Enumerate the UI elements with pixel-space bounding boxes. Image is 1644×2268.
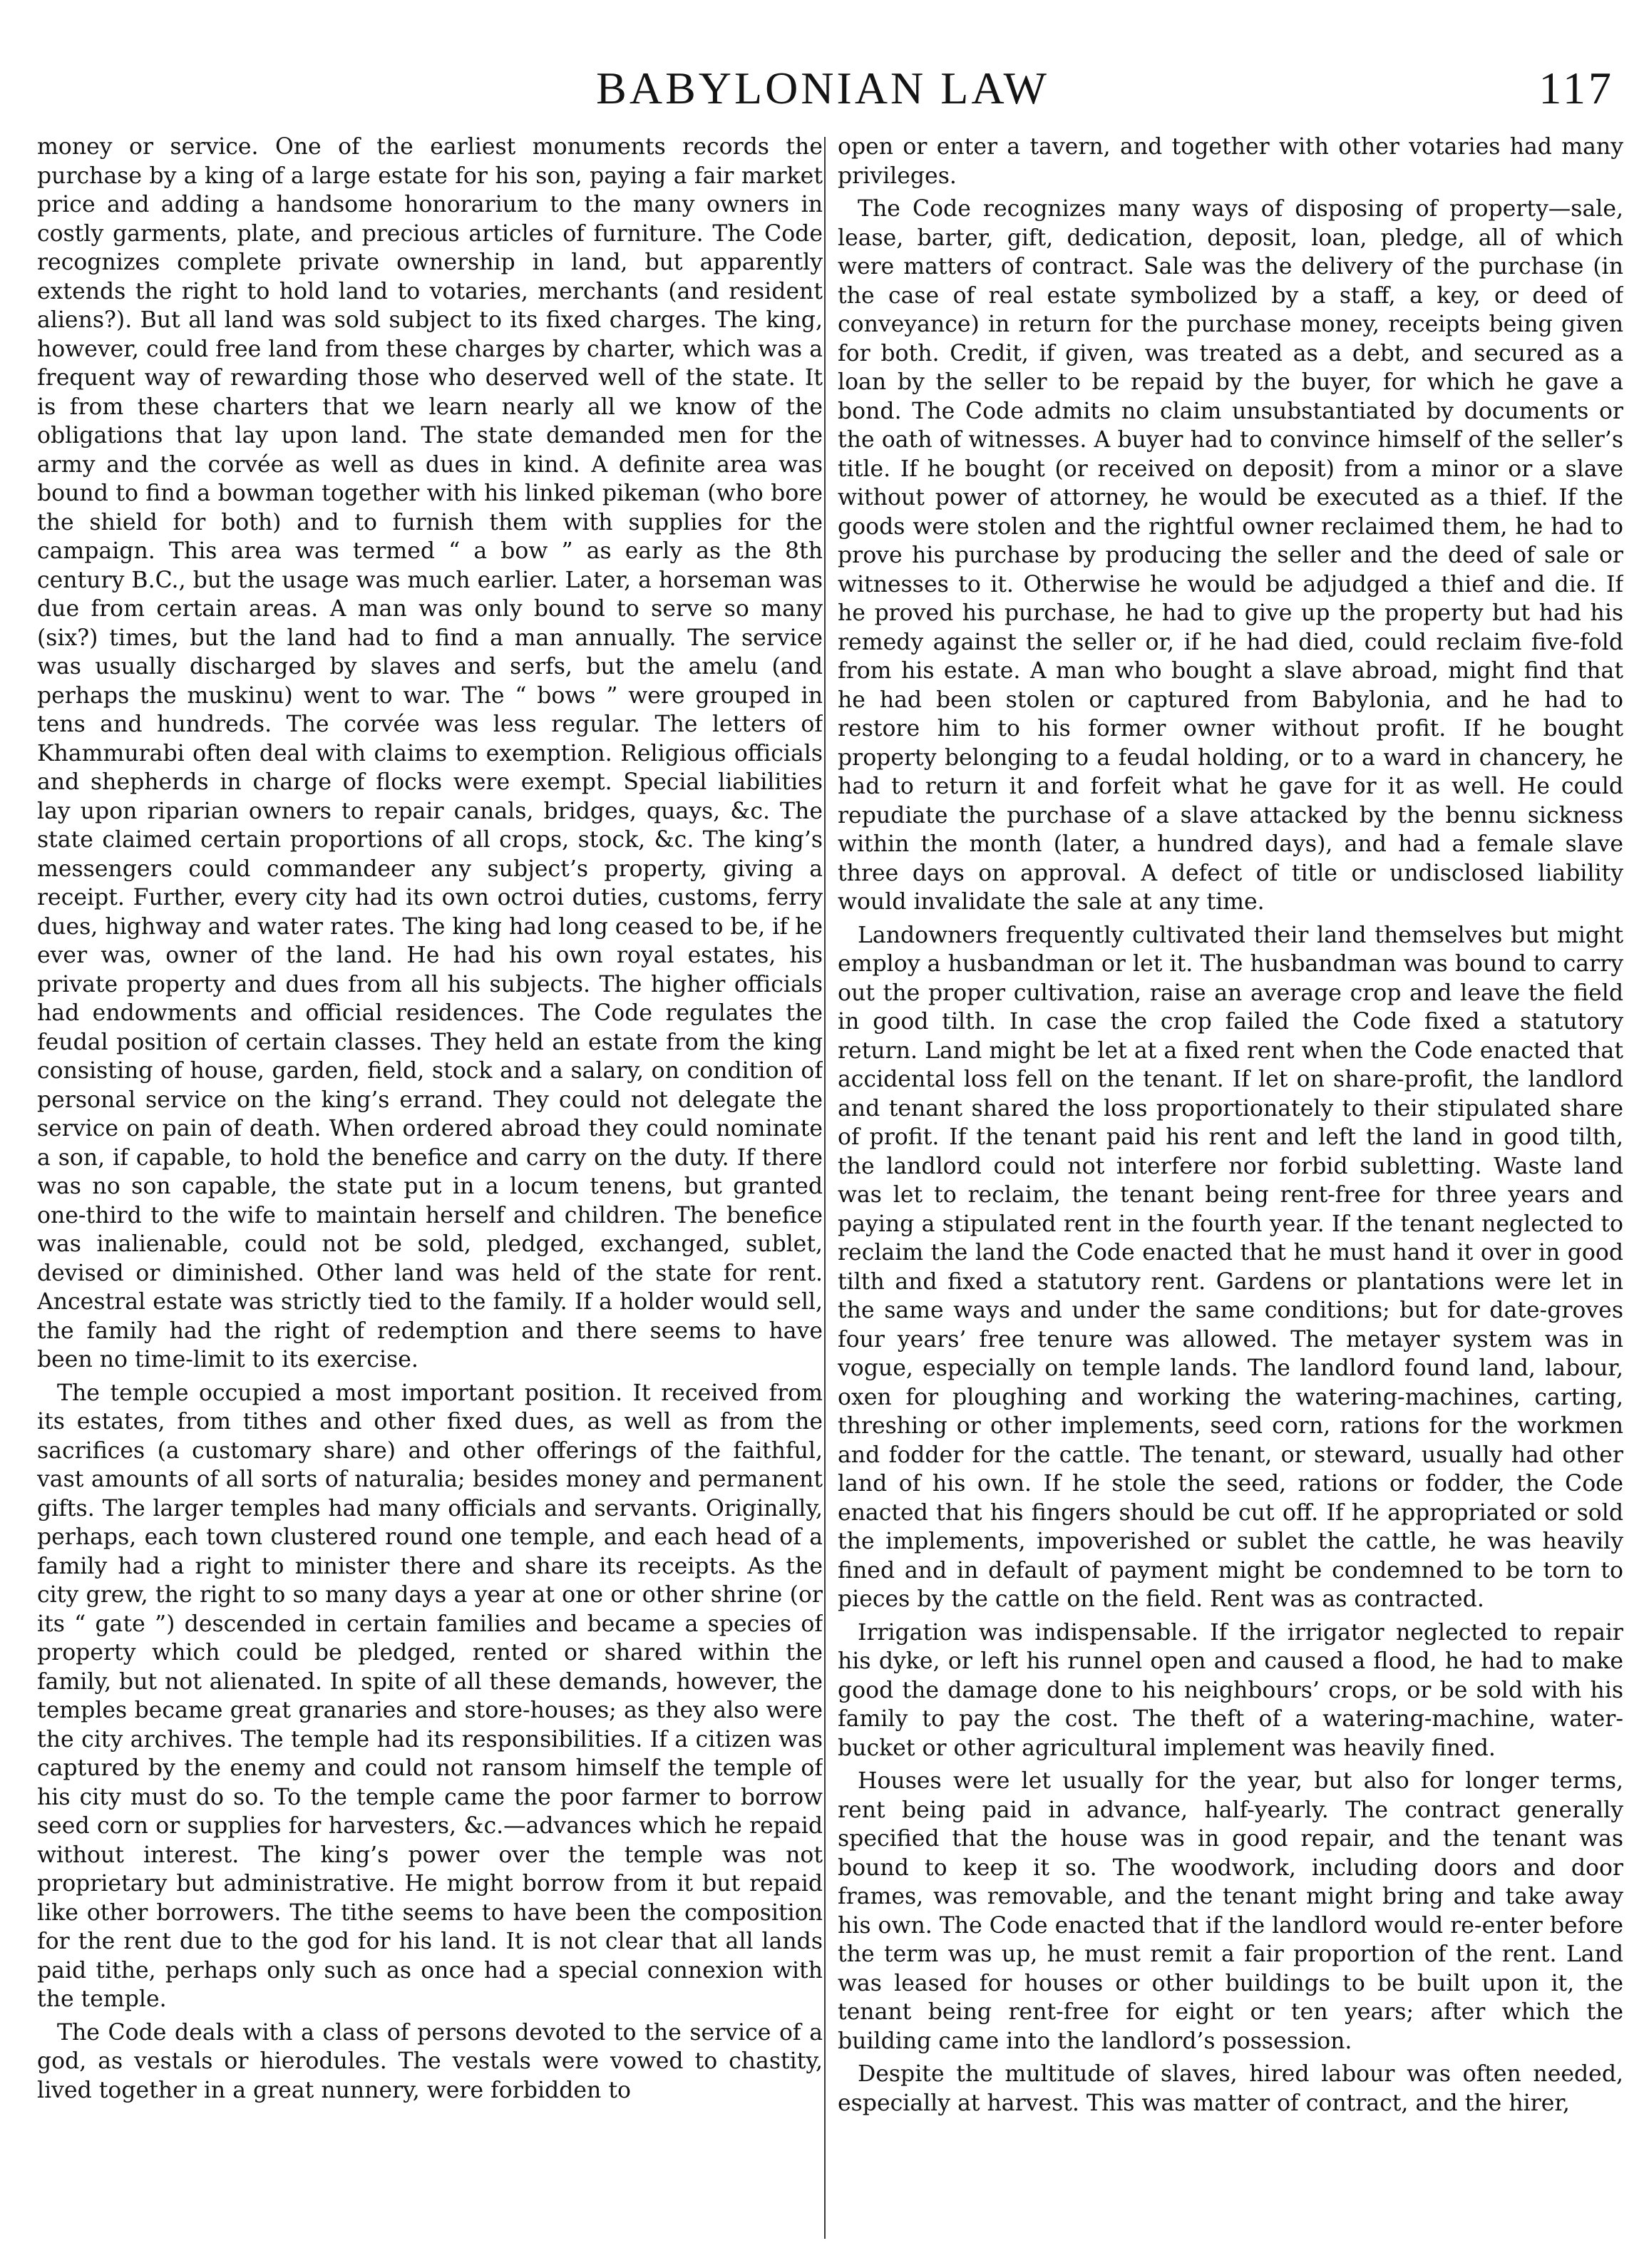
right-column	[838, 133, 1623, 2243]
page-title: BABYLONIAN LAW	[596, 63, 1049, 113]
page-number: 117	[1538, 63, 1614, 113]
paragraph: money or service. One of the earliest monuments records the purchase by a king of a large estate for his son, paying a fair market price and adding a handsome honorarium to the many owners in costly garments, plate, and precious articles of furniture. The Code recognizes complete private ownership in land, but apparently extends the right to hold land to votaries, merchants (and resident aliens?). But all land was sold subject to its fixed charges. The king, however, could free land from these charges by charter, which was a frequent way of rewarding those who deserved well of the state. It is from these charters that we learn nearly all we know of the obligations that lay upon land. The state demanded men for the army and the corvée as well as dues in kind. A definite area was bound to find a bowman together with his linked pikeman (who bore the shield for both) and to furnish them with supplies for the campaign. This area was termed “ a bow ” as early as the 8th century B.C., but the usage was much earlier. Later, a horseman was due from certain areas. A man was only bound to serve so many (six?) times, but the land had to find a man annually. The service was usually discharged by slaves and serfs, but the amelu (and perhaps the muskinu) went to war. The “ bows ” were grouped in tens and hundreds. The corvée was less regular. The letters of Khammurabi often deal with claims to exemption. Religious officials and shepherds in charge of flocks were exempt. Special liabilities lay upon riparian owners to repair canals, bridges, quays, &c. The state claimed certain proportions of all crops, stock, &c. The king’s messengers could commandeer any subject’s property, giving a receipt. Further, every city had its own octroi duties, customs, ferry dues, highway and water rates. The king had long ceased to be, if he ever was, owner of the land. He had his own royal estates, his private property and dues from all his subjects. The higher officials had endowments and official residences. The Code regulates the feudal position of certain classes. They held an estate from the king consisting of house, garden, field, stock and a salary, on condition of personal service on the king’s errand. They could not delegate the service on pain of death. When ordered abroad they could nominate a son, if capable, to hold the benefice and carry on the duty. If there was no son capable, the state put in a locum tenens, but granted one-third to the wife to maintain herself and children. The benefice was inalienable, could not be sold, pledged, exchanged, sublet, devised or diminished. Other land was held of the state for rent. Ancestral estate was strictly tied to the family. If a holder would sell, the family had the right of redemption and there seems to have been no time-limit to its exercise.	[37, 134, 823, 1372]
paragraph: Landowners frequently cultivated their land themselves but might employ a husbandman or let it. The husbandman was bound to carry out the proper cultivation, raise an average crop and leave the field in good tilth. In case the crop failed the Code fixed a statutory return. Land might be let at a fixed rent when the Code enacted that accidental loss fell on the tenant. If let on share-profit, the landlord and tenant shared the loss proportionately to their stipulated share of profit. If the tenant paid his rent and left the land in good tilth, the landlord could not interfere nor forbid subletting. Waste land was let to reclaim, the tenant being rent-free for three years and paying a stipulated rent in the fourth year. If the tenant neglected to reclaim the land the Code enacted that he must hand it over in good tilth and fixed a statutory rent. Gardens or plantations were let in the same ways and under the same conditions; but for date-groves four years’ free tenure was allowed. The metayer system was in vogue, especially on temple lands. The landlord found land, labour, oxen for ploughing and working the watering-machines, carting, threshing or other implements, seed corn, rations for the workmen and fodder for the cattle. The tenant, or steward, usually had other land of his own. If he stole the seed, rations or fodder, the Code enacted that his fingers should be cut off. If he appropriated or sold the implements, impoverished or sublet the cattle, he was heavily fined and in default of payment might be condemned to be torn to pieces by the cattle on the field. Rent was as contracted.	[838, 922, 1623, 1612]
column-divider	[824, 137, 826, 2239]
left-column	[37, 133, 823, 2243]
paragraph: Houses were let usually for the year, but also for longer terms, rent being paid in advance, half-yearly. The contract generally specified that the house was in good repair, and the tenant was bound to keep it so. The woodwork, including doors and door frames, was removable, and the tenant might bring and take away his own. The Code enacted that if the landlord would re-enter before the term was up, he must remit a fair proportion of the rent. Land was leased for houses or other buildings to be built upon it, the tenant being rent-free for eight or ten years; after which the building came into the landlord’s possession.	[838, 1768, 1623, 2054]
paragraph: open or enter a tavern, and together with other votaries had many privileges.	[838, 134, 1623, 189]
page-header	[31, 60, 1614, 117]
paragraph: The temple occupied a most important position. It received from its estates, from tithes and other fixed dues, as well as from the sacrifices (a customary share) and other offerings of the faithful, vast amounts of all sorts of naturalia; besides money and permanent gifts. The larger temples had many officials and servants. Originally, perhaps, each town clustered round one temple, and each head of a family had a right to minister there and share its receipts. As the city grew, the right to so many days a year at one or other shrine (or its “ gate ”) descended in certain families and became a species of property which could be pledged, rented or shared within the family, but not alienated. In spite of all these demands, however, the temples became great granaries and store-houses; as they also were the city archives. The temple had its responsibilities. If a citizen was captured by the enemy and could not ransom himself the temple of his city must do so. To the temple came the poor farmer to borrow seed corn or supplies for harvesters, &c.—advances which he repaid without interest. The king’s power over the temple was not proprietary but administrative. He might borrow from it but repaid like other borrowers. The tithe seems to have been the composition for the rent due to the god for his land. It is not clear that all lands paid tithe, perhaps only such as once had a special connexion with the temple.	[37, 1380, 823, 2012]
paragraph: Despite the multitude of slaves, hired labour was often needed, especially at harvest. This was matter of contract, and the hirer,	[838, 2061, 1623, 2116]
paragraph: The Code recognizes many ways of disposing of property—sale, lease, barter, gift, dedication, deposit, loan, pledge, all of which were matters of contract. Sale was the delivery of the purchase (in the case of real estate symbolized by a staff, a key, or deed of conveyance) in return for the purchase money, receipts being given for both. Credit, if given, was treated as a debt, and secured as a loan by the seller to be repaid by the buyer, for which he gave a bond. The Code admits no claim unsubstantiated by documents or the oath of witnesses. A buyer had to convince himself of the seller’s title. If he bought (or received on deposit) from a minor or a slave without power of attorney, he would be executed as a thief. If the goods were stolen and the rightful owner reclaimed them, he had to prove his purchase by producing the seller and the deed of sale or witnesses to it. Otherwise he would be adjudged a thief and die. If he proved his purchase, he had to give up the property but had his remedy against the seller or, if he had died, could reclaim five-fold from his estate. A man who bought a slave abroad, might find that he had been stolen or captured from Babylonia, and he had to restore him to his former owner without profit. If he bought property belonging to a feudal holding, or to a ward in chancery, he had to return it and forfeit what he gave for it as well. He could repudiate the purchase of a slave attacked by the bennu sickness within the month (later, a hundred days), and had a female slave three days on approval. A defect of title or undisclosed liability would invalidate the sale at any time.	[838, 196, 1623, 915]
paragraph: Irrigation was indispensable. If the irrigator neglected to repair his dyke, or left his runnel open and caused a flood, he had to make good the damage done to his neighbours’ crops, or be sold with his family to pay the cost. The theft of a watering-machine, water-bucket or other agricultural implement was heavily fined.	[838, 1619, 1623, 1761]
paragraph: The Code deals with a class of persons devoted to the service of a god, as vestals or hierodules. The vestals were vowed to chastity, lived together in a great nunnery, were forbidden to	[37, 2019, 823, 2103]
